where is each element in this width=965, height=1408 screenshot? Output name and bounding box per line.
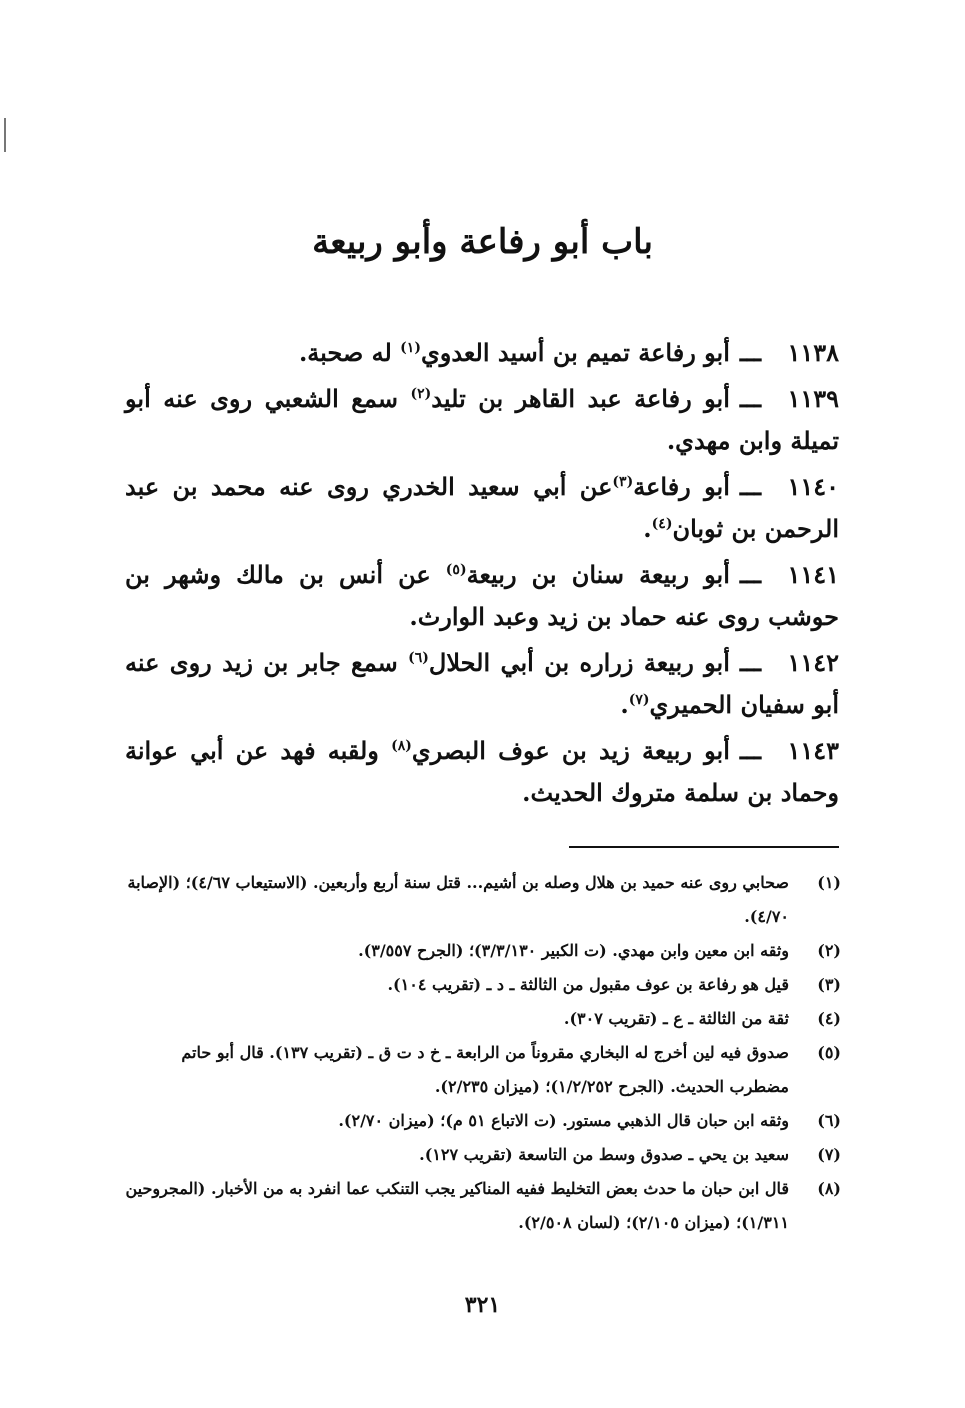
entry-1142: [125, 642, 839, 726]
footnote-text: قيل هو رفاعة بن عوف مقبول من الثالثة ـ د ـ (تقريب ١٠٤).: [387, 975, 789, 994]
footnote-number: (٣): [817, 975, 841, 994]
entry-text-continued: عن أنس بن مالك وشهر بن حوشب روى عنه حماد بن زيد وعبد الوارث.: [125, 560, 839, 631]
footnote-2: [121, 934, 841, 968]
entry-dash: ـــ: [739, 648, 762, 677]
footnote-number: (٨): [817, 1179, 841, 1198]
footnote-7: [121, 1138, 841, 1172]
footnotes-list: [121, 866, 841, 1240]
entry-end: .: [643, 514, 652, 543]
entry-text-continued: سمع الشعبي روى عنه أبو تميلة وابن مهدي.: [125, 384, 839, 455]
entry-number: ١١٤٢: [787, 648, 840, 677]
footnote-ref: (٨): [391, 738, 412, 754]
footnote-text: وثقه ابن معين وابن مهدي. (ت الكبير ٣/٣/١٣٠)؛ (الجرح ٣/٥٥٧).: [358, 941, 789, 960]
footnote-text: وثقه ابن حبان قال الذهبي مستور. (ت الاتباع ٥١ م)؛ (ميزان ٢/٧٠).: [338, 1111, 789, 1130]
footnote-text: صحابي روى عنه حميد بن هلال وصله بن أشيم... قتل سنة أربع وأربعين. (الاستيعاب ٤/٦٧)؛ (الإصابة ٤/٧٠).: [127, 873, 789, 926]
footnote-ref: (٣): [612, 474, 634, 490]
footnote-ref: (١): [400, 340, 421, 356]
entry-1140: [125, 466, 839, 550]
footnote-4: [121, 1002, 841, 1036]
entry-dash: ـــ: [739, 338, 761, 367]
entry-text: أبو رفاعة: [633, 472, 730, 501]
entry-number: ١١٤٠: [787, 472, 839, 501]
footnote-number: (١): [817, 873, 841, 892]
entry-dash: ـــ: [739, 560, 761, 589]
entry-1141: [125, 554, 839, 638]
footnote-text: سعيد بن يحي ـ صدوق وسط من التاسعة (تقريب ١٢٧).: [419, 1145, 789, 1164]
entry-text: أبو رفاعة عبد القاهر بن تليد: [431, 384, 730, 413]
footnote-1: [121, 866, 841, 934]
footnote-separator: [569, 846, 839, 848]
footnote-number: (٤): [817, 1009, 841, 1028]
entry-text: أبو ربيعة سنان بن ربيعة: [466, 560, 730, 589]
entry-text: أبو رفاعة تميم بن أسيد العدوي: [420, 338, 730, 367]
footnote-ref: (٢): [410, 386, 432, 402]
footnote-text: ثقة من الثالثة ـ ع ـ (تقريب ٣٠٧).: [563, 1009, 789, 1028]
entry-text: أبو ربيعة زيد بن عوف البصري: [411, 736, 730, 765]
entry-1139: [125, 378, 839, 462]
footnote-number: (٥): [817, 1043, 841, 1062]
footnote-text: قال ابن حبان ما حدث بعض التخليط ففيه المناكير يجب التنكب عما انفرد به من الأخبار. (المجروحين ١/٣١١)؛ (ميزان ٢/١٠٥)؛ (لسان ٢/٥٠٨).: [125, 1179, 789, 1232]
footnote-ref: (٤): [651, 516, 673, 532]
entry-1143: [125, 730, 839, 814]
footnote-6: [121, 1104, 841, 1138]
page-number: ٣٢١: [464, 1292, 501, 1318]
footnote-ref: (٦): [408, 650, 429, 666]
entry-text: أبو ربيعة زراره بن أبي الحلال: [428, 648, 730, 677]
entry-number: ١١٣٩: [787, 384, 839, 413]
entry-number: ١١٣٨: [787, 338, 839, 367]
footnote-ref: (٥): [445, 562, 467, 578]
entry-dash: ـــ: [739, 384, 761, 413]
entry-text-continued: سمع جابر بن زيد روى عنه أبو سفيان الحميري: [125, 648, 839, 719]
footnote-8: [121, 1172, 841, 1240]
entry-1138: [125, 332, 839, 374]
entry-text-continued: ولقبه فهد عن أبي عوانة وحماد بن سلمة متروك الحديث.: [125, 736, 839, 807]
entry-dash: ـــ: [739, 736, 762, 765]
footnote-5: [121, 1036, 841, 1104]
footnote-number: (٧): [817, 1145, 841, 1164]
entry-number: ١١٤١: [787, 560, 839, 589]
entry-dash: ـــ: [739, 472, 761, 501]
footnote-number: (٢): [817, 941, 841, 960]
footnote-text: صدوق فيه لين أخرج له البخاري مقروناً من الرابعة ـ خ د ت ق ـ (تقريب ١٣٧). قال أبو حاتم مضطرب الحديث. (الجرح ١/٢/٢٥٢)؛ (ميزان ٢/٢٣٥).: [181, 1043, 789, 1096]
chapter-title: باب أبو رفاعة وأبو ربيعة: [312, 222, 653, 262]
footnote-number: (٦): [817, 1111, 841, 1130]
entry-text-continued: له صحبة.: [298, 338, 401, 367]
entry-number: ١١٤٣: [787, 736, 840, 765]
footnote-ref: (٧): [628, 692, 650, 708]
scan-edge-mark: [4, 118, 6, 152]
entry-end: .: [620, 690, 629, 719]
footnote-3: [121, 968, 841, 1002]
entries-list: [125, 332, 839, 818]
entry-text-continued: عن أبي سعيد الخدري روى عنه محمد بن عبد الرحمن بن ثوبان: [125, 472, 839, 543]
